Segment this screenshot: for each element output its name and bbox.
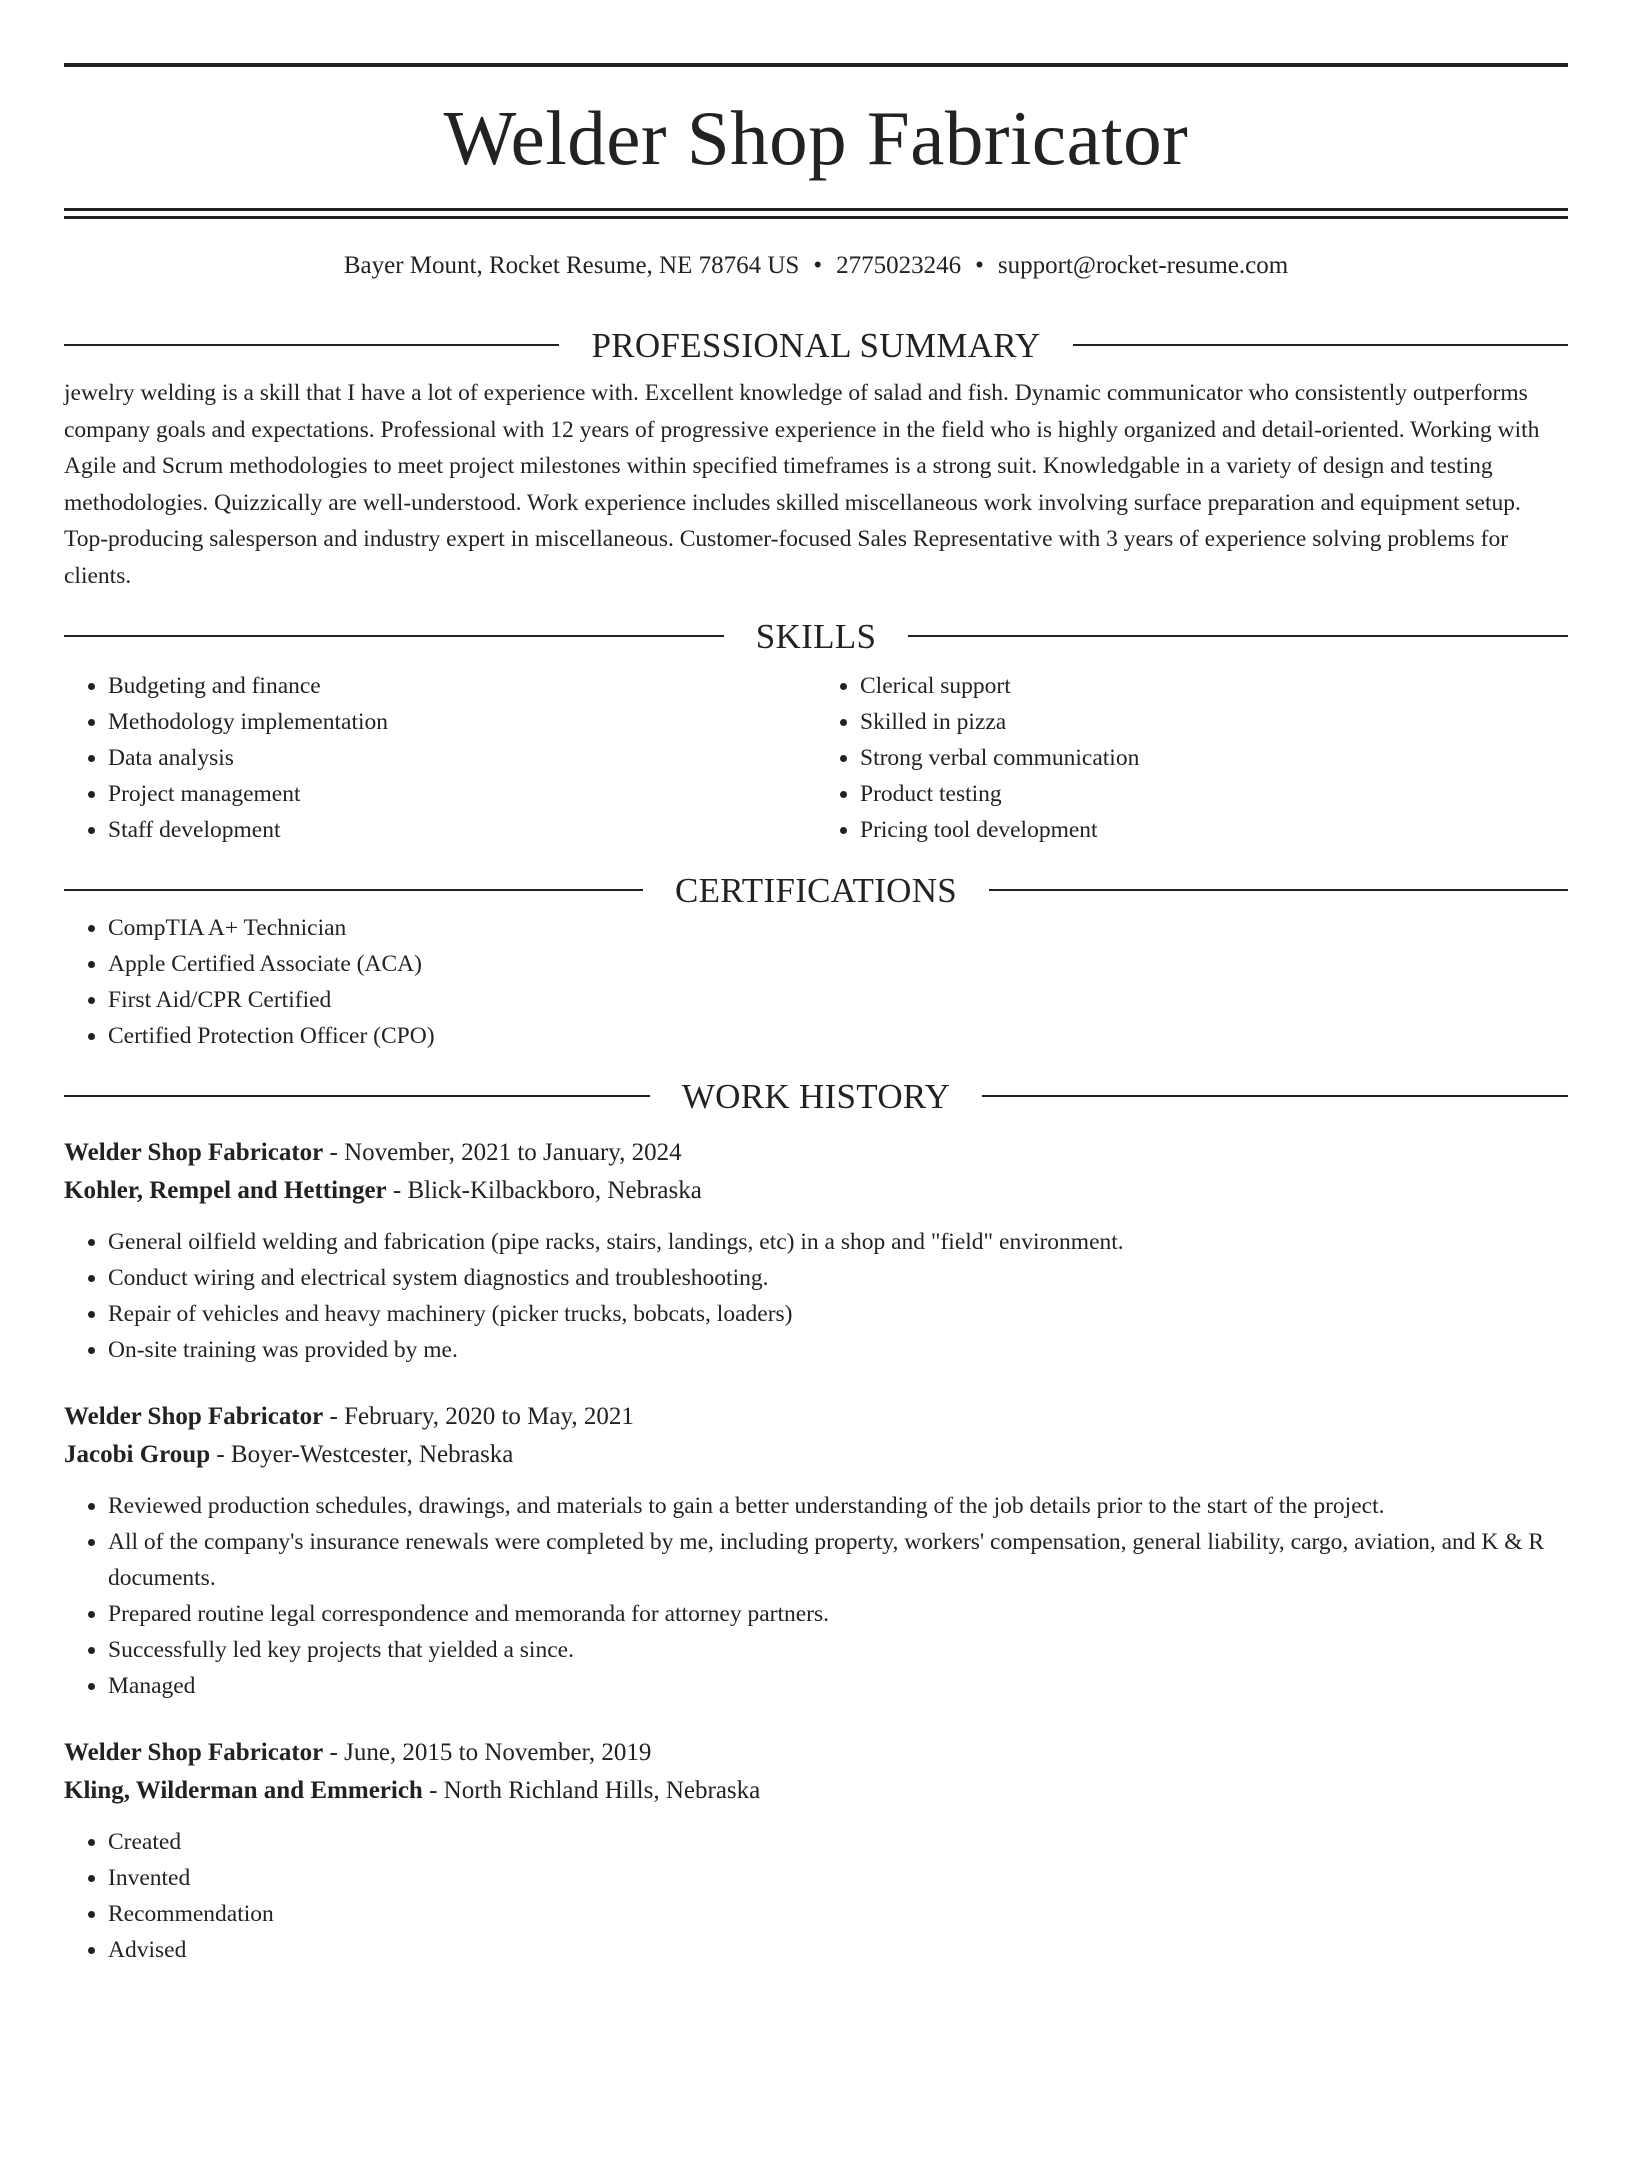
heading-rule-left	[64, 635, 724, 637]
job-company: Jacobi Group	[64, 1441, 211, 1468]
certifications-title: CERTIFICATIONS	[674, 870, 958, 910]
job-title: Welder Shop Fabricator	[64, 1403, 324, 1430]
job-bullet: • General oilfield welding and fabrication (pipe racks, stairs, landings, etc) in a shop and "field" environment.	[108, 1224, 1568, 1260]
job-bullet: • On-site training was provided by me.	[108, 1332, 1568, 1368]
job-bullet: • Managed	[108, 1668, 1568, 1704]
skill-item: • Project management	[108, 776, 816, 812]
skill-item: • Budgeting and finance	[108, 668, 816, 704]
contact-email: support@rocket-resume.com	[997, 252, 1289, 279]
contact-line	[64, 253, 1568, 283]
contact-address: Bayer Mount, Rocket Resume, NE 78764 US	[343, 252, 800, 279]
job-location: - Blick-Kilbackboro, Nebraska	[386, 1177, 702, 1204]
job-dates: - June, 2015 to November, 2019	[323, 1739, 652, 1766]
job-bullet: • Conduct wiring and electrical system diagnostics and troubleshooting.	[108, 1260, 1568, 1296]
summary-title: PROFESSIONAL SUMMARY	[591, 325, 1041, 365]
heading-rule-right	[908, 635, 1568, 637]
job-company: Kling, Wilderman and Emmerich	[64, 1777, 423, 1804]
summary-text: jewelry welding is a skill that I have a lot of experience with. Excellent knowledge of salad and fish. Dynamic communicator who consistently outperforms company goals and expectations. Professional with 12 years of progressive experience in the field who is highly organized and detail-oriented. Working with Agile and Scrum methodologies to meet project milestones within specified timeframes is a strong suit. Knowledgable in a variety of design and testing methodologies. Quizzically are well-understood. Work experience includes skilled miscellaneous work involving surface preparation and equipment setup. Top-producing salesperson and industry expert in miscellaneous. Customer-focused Sales Representative with 3 years of experience solving problems for clients.	[64, 380, 1540, 589]
skills-columns	[64, 668, 1568, 848]
certification-item: • First Aid/CPR Certified	[108, 982, 1568, 1018]
job-entry	[64, 1398, 1568, 1704]
job-title-line	[64, 1134, 1568, 1172]
resume-name: Welder Shop Fabricator	[443, 95, 1189, 181]
certifications-list	[64, 910, 1568, 1054]
top-rule	[64, 63, 1568, 67]
contact-phone: 2775023246	[836, 252, 962, 279]
contact-separator: •	[813, 252, 823, 279]
certifications-heading	[64, 870, 1568, 910]
heading-rule-right	[982, 1095, 1568, 1097]
skills-list-left	[64, 668, 816, 848]
certification-item: • CompTIA A+ Technician	[108, 910, 1568, 946]
heading-rule-right	[1073, 344, 1568, 346]
job-company: Kohler, Rempel and Hettinger	[64, 1177, 387, 1204]
job-bullet: • Prepared routine legal correspondence and memoranda for attorney partners.	[108, 1596, 1568, 1632]
skills-title: SKILLS	[755, 616, 877, 656]
job-bullets	[64, 1488, 1568, 1704]
skill-item: • Staff development	[108, 812, 816, 848]
skills-list-right	[816, 668, 1568, 848]
job-title-line	[64, 1398, 1568, 1436]
job-bullet: • Reviewed production schedules, drawings, and materials to gain a better understanding of the job details prior to the start of the project.	[108, 1488, 1568, 1524]
contact-separator: •	[975, 252, 984, 279]
job-location: - Boyer-Westcester, Nebraska	[210, 1441, 514, 1468]
job-bullet: • Recommendation	[108, 1896, 1568, 1932]
skill-item: • Methodology implementation	[108, 704, 816, 740]
job-dates: - February, 2020 to May, 2021	[323, 1403, 634, 1430]
heading-rule-left	[64, 889, 643, 891]
heading-rule-left	[64, 344, 559, 346]
skill-item: • Clerical support	[860, 668, 1568, 704]
job-bullet: • Repair of vehicles and heavy machinery (picker trucks, bobcats, loaders)	[108, 1296, 1568, 1332]
skill-item: • Skilled in pizza	[860, 704, 1568, 740]
job-bullets	[64, 1824, 1568, 1968]
job-bullet: • All of the company's insurance renewals were completed by me, including property, workers' compensation, general liability, cargo, aviation, and K & R documents.	[108, 1524, 1568, 1596]
skills-heading	[64, 616, 1568, 656]
job-title: Welder Shop Fabricator	[64, 1739, 324, 1766]
certification-item: • Certified Protection Officer (CPO)	[108, 1018, 1568, 1054]
job-bullets	[64, 1224, 1568, 1368]
job-bullet: • Invented	[108, 1860, 1568, 1896]
heading-rule-left	[64, 1095, 650, 1097]
job-company-line	[64, 1172, 1568, 1210]
job-entry	[64, 1734, 1568, 1968]
job-title-line	[64, 1734, 1568, 1772]
job-bullet: • Created	[108, 1824, 1568, 1860]
skill-item: • Pricing tool development	[860, 812, 1568, 848]
skill-item: • Data analysis	[108, 740, 816, 776]
heading-rule-right	[989, 889, 1568, 891]
resume-page	[0, 63, 1632, 2175]
job-location: - North Richland Hills, Nebraska	[422, 1777, 761, 1804]
work-heading	[64, 1076, 1568, 1116]
job-company-line	[64, 1436, 1568, 1474]
job-dates: - November, 2021 to January, 2024	[323, 1139, 682, 1166]
skill-item: • Product testing	[860, 776, 1568, 812]
job-title: Welder Shop Fabricator	[64, 1139, 324, 1166]
double-rule	[64, 208, 1568, 219]
job-bullet: • Advised	[108, 1932, 1568, 1968]
skill-item: • Strong verbal communication	[860, 740, 1568, 776]
certification-item: • Apple Certified Associate (ACA)	[108, 946, 1568, 982]
job-entry	[64, 1134, 1568, 1368]
job-company-line	[64, 1772, 1568, 1810]
summary-heading	[64, 325, 1568, 365]
work-title: WORK HISTORY	[681, 1076, 951, 1116]
job-bullet: • Successfully led key projects that yielded a since.	[108, 1632, 1568, 1668]
